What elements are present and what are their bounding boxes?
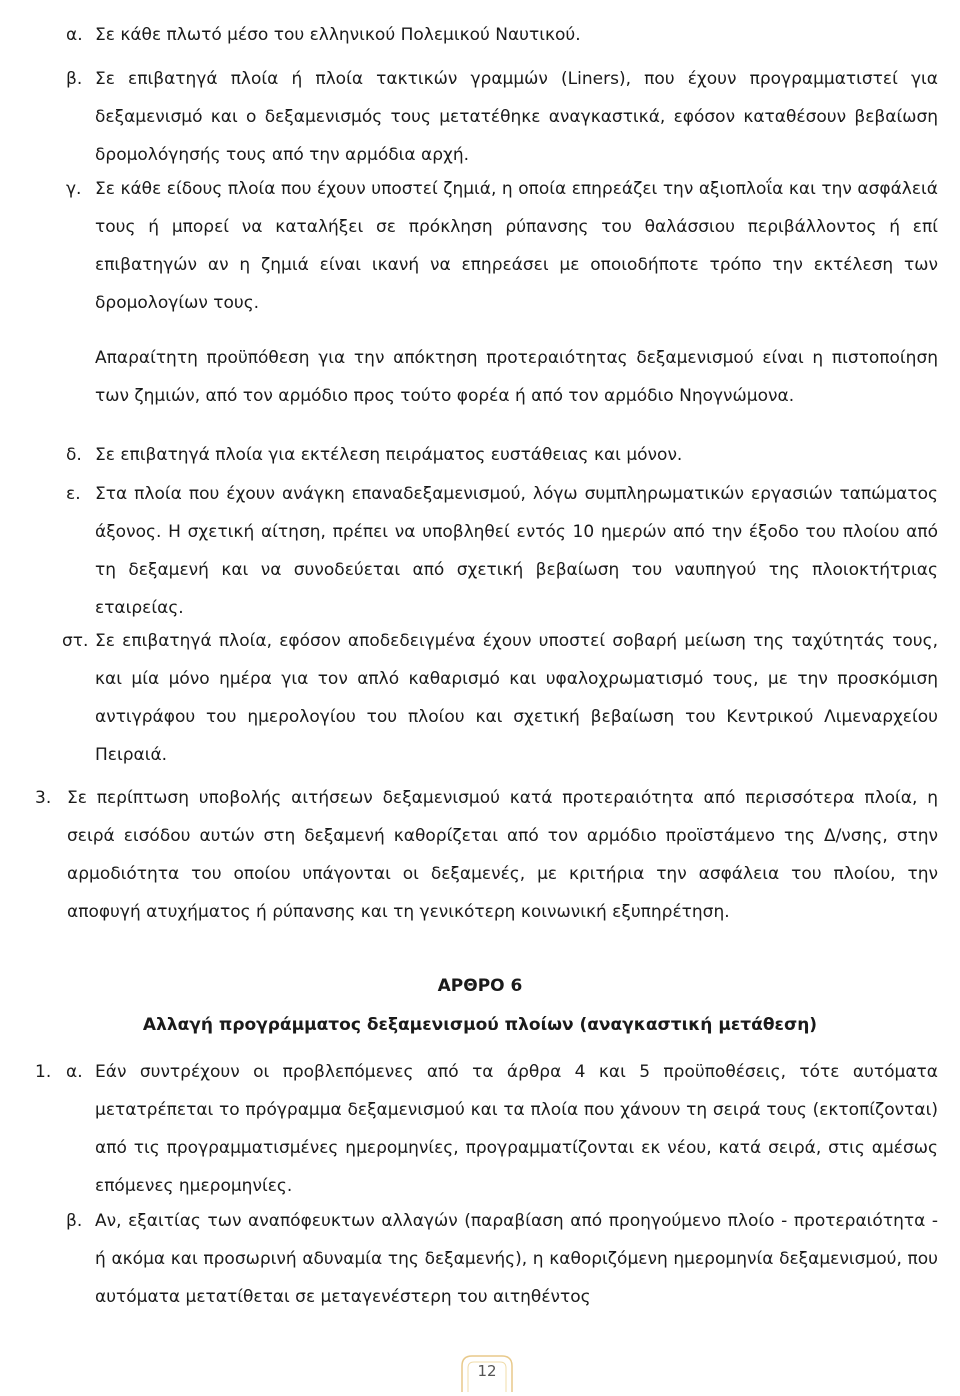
- list-item-a: [66, 16, 938, 54]
- item-marker: β.: [66, 69, 83, 89]
- item-text: Απαραίτητη προϋπόθεση για την απόκτηση προτεραιότητας δεξαμενισμού είναι η πιστοποίηση των ζημιών, από τον αρμόδιο προς τούτο φορέα ή από τον αρμόδιο Νηογνώμονα.: [95, 348, 938, 406]
- item-marker: 3.: [35, 788, 52, 808]
- item-text: Σε επιβατηγά πλοία, εφόσον αποδεδειγμένα έχουν υποστεί σοβαρή μείωση της ταχύτητάς τους, και μία μόνο ημέρα για τον απλό καθαρισμό και υφαλοχρωματισμό τους, με την προσκόμιση αντιγράφου του ημερολογίου του πλοίου και σχετική βεβαίωση του Κεντρικού Λιμεναρχείου Πειραιά.: [95, 631, 938, 765]
- item-marker: ε.: [66, 484, 81, 504]
- item-text: Στα πλοία που έχουν ανάγκη επαναδεξαμενισμού, λόγω συμπληρωματικών εργασιών ταπώματος άξονος. Η σχετική αίτηση, πρέπει να υποβληθεί εντός 10 ημερών από την έξοδο του πλοίου από τη δεξαμενή και να συνοδεύεται από σχετική βεβαίωση του ναυπηγού της πλοιοκτήτριας εταιρείας.: [95, 484, 938, 618]
- list-item-d: [66, 436, 938, 474]
- item-marker: γ.: [66, 179, 82, 199]
- article-title: Αλλαγή προγράμματος δεξαμενισμού πλοίων (αναγκαστική μετάθεση): [142, 1015, 818, 1035]
- list-item-c: [66, 170, 938, 322]
- item-marker: β.: [66, 1211, 83, 1231]
- item-text: Αν, εξαιτίας των αναπόφευκτων αλλαγών (παραβίαση από προηγούμενο πλοίο - προτεραιότητα - ή ακόμα και προσωρινή αδυναμία της δεξαμενής), η καθοριζόμενη ημερομηνία δεξαμενισμού, που αυτόματα μετατίθεται σε μεταγενέστερη του αιτηθέντος: [95, 1211, 938, 1307]
- item-c-continuation: [95, 322, 938, 432]
- page-number: 12: [477, 1362, 497, 1380]
- article-number: ΑΡΘΡΟ 6: [437, 976, 523, 996]
- art6-item-1a: [35, 1053, 938, 1205]
- art6-item-1b: [66, 1202, 938, 1316]
- item-text: Σε κάθε είδους πλοία που έχουν υποστεί ζημιά, η οποία επηρεάζει την αξιοπλοΐα και την ασφάλειά τους ή μπορεί να καταλήξει σε πρόκληση ρύπανσης του θαλάσσιου περιβάλλοντος ή επί επιβατηγών αν η ζημιά είναι ικανή να επηρεάσει με οποιοδήποτε τρόπο την εκτέλεση των δρομολογίων τους.: [95, 179, 938, 313]
- item-text: Εάν συντρέχουν οι προβλεπόμενες από τα άρθρα 4 και 5 προϋποθέσεις, τότε αυτόματα μετατρέπεται το πρόγραμμα δεξαμενισμού και τα πλοία που χάνουν τη σειρά τους (εκτοπίζονται) από τις προγραμματισμένες ημερομηνίες, προγραμματίζονται εκ νέου, κατά σειρά, στις αμέσως επόμενες ημερομηνίες.: [95, 1062, 938, 1196]
- item-marker: α.: [66, 25, 83, 45]
- item-marker: στ.: [62, 631, 89, 651]
- item-text: Σε περίπτωση υποβολής αιτήσεων δεξαμενισμού κατά προτεραιότητα από περισσότερα πλοία, η σειρά εισόδου αυτών στη δεξαμενή καθορίζεται από τον αρμόδιο προϊστάμενο της Δ/νσης, στην αρμοδιότητα του οποίου υπάγονται οι δεξαμενές, με κριτήρια την ασφάλεια του πλοίου, την αποφυγή ατυχήματος ή ρύπανσης και τη γενικότερη κοινωνική εξυπηρέτηση.: [67, 788, 938, 922]
- item-marker: δ.: [66, 445, 82, 465]
- item-marker: α.: [66, 1062, 83, 1082]
- item-text: Σε επιβατηγά πλοία ή πλοία τακτικών γραμμών (Liners), που έχουν προγραμματιστεί για δεξαμενισμό και ο δεξαμενισμός τους μετατέθηκε αναγκαστικά, εφόσον καταθέσουν βεβαίωση δρομολόγησής τους από την αρμόδια αρχή.: [95, 69, 938, 165]
- list-item-st: [62, 622, 938, 774]
- list-item-3: [35, 779, 938, 931]
- item-text: Σε κάθε πλωτό μέσο του ελληνικού Πολεμικού Ναυτικού.: [95, 25, 581, 45]
- list-item-b: [66, 60, 938, 174]
- page-number-badge: [458, 1352, 516, 1394]
- item-number-marker: 1.: [35, 1062, 52, 1082]
- item-text: Σε επιβατηγά πλοία για εκτέλεση πειράματος ευστάθειας και μόνον.: [95, 445, 683, 465]
- list-item-e: [66, 475, 938, 627]
